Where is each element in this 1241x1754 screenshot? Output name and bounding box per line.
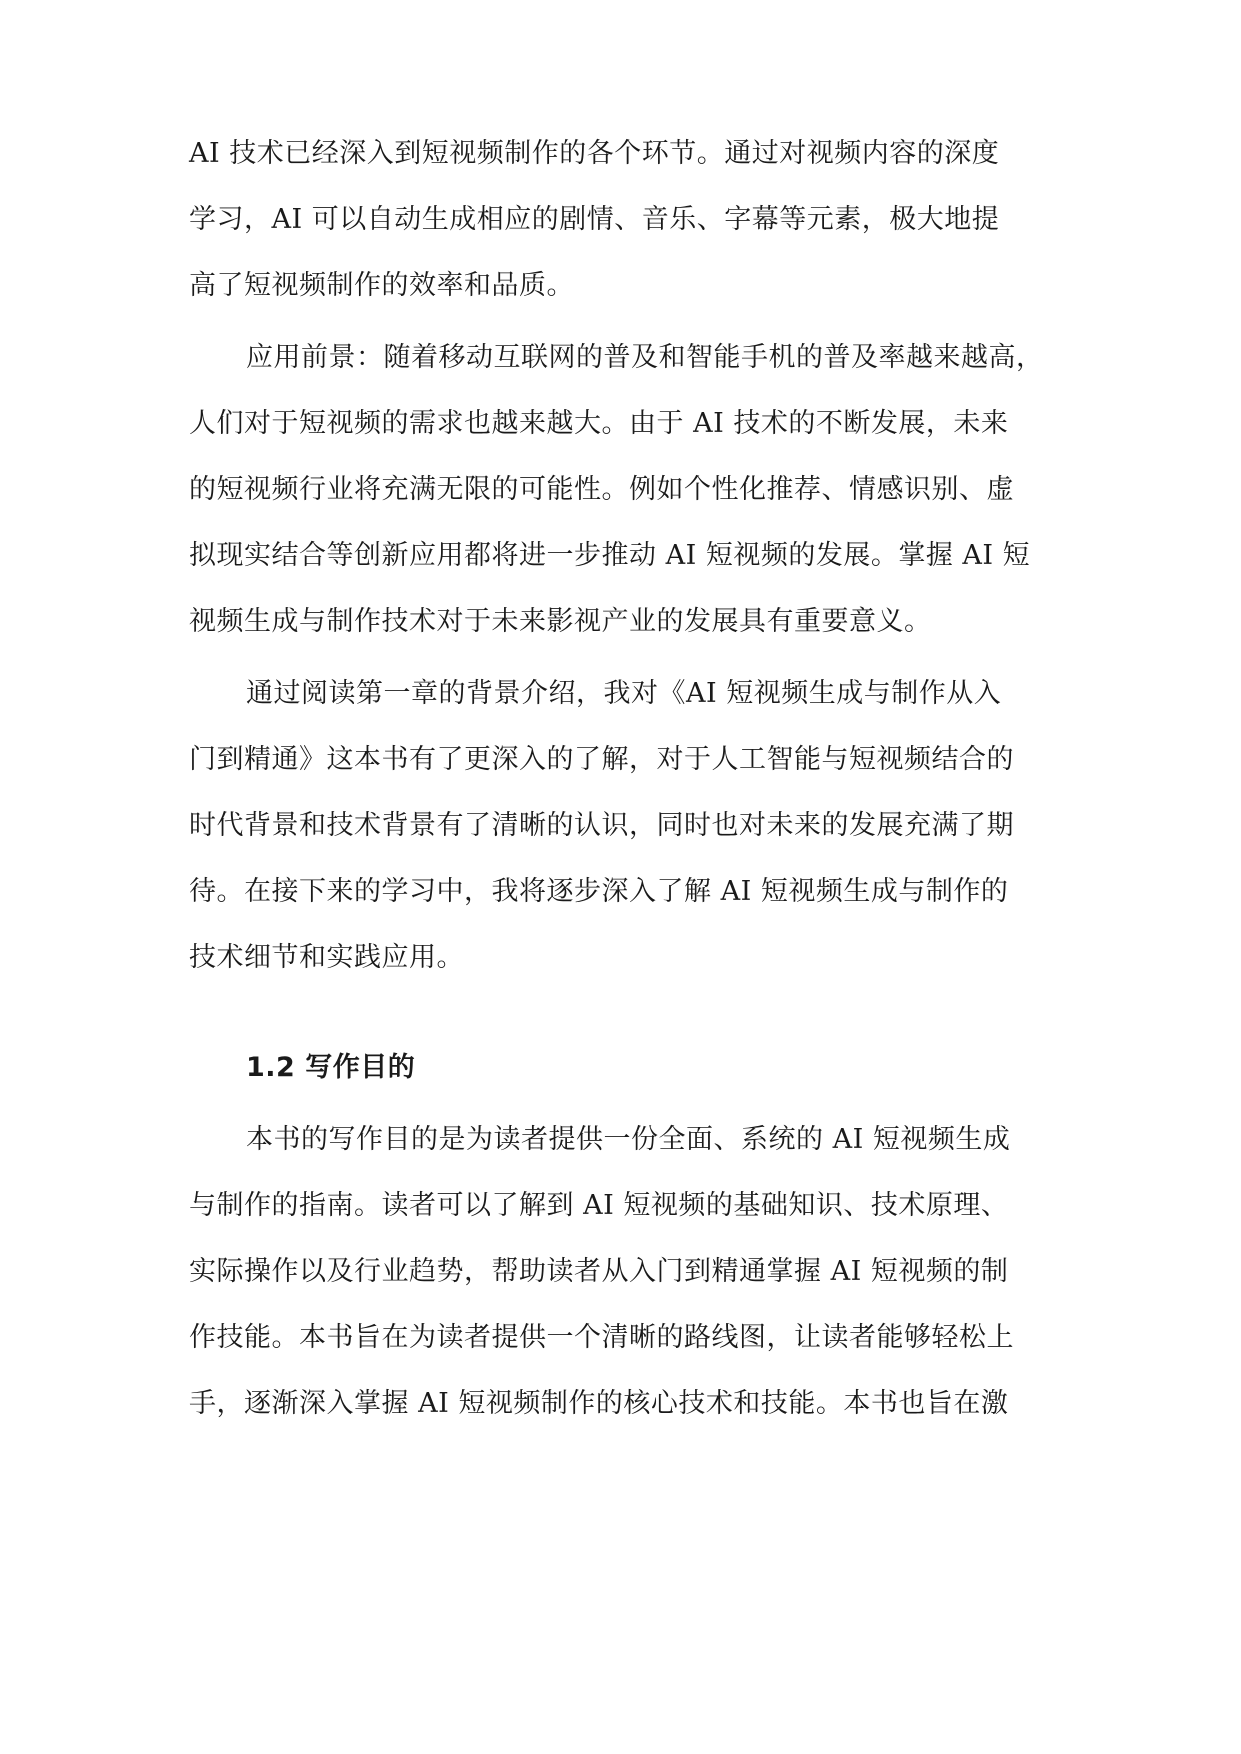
paragraph-line: 拟现实结合等创新应用都将进一步推动 AI 短视频的发展。掌握 AI 短 bbox=[189, 540, 1031, 571]
paragraph-line: 应用前景：随着移动互联网的普及和智能手机的普及率越来越高， bbox=[246, 342, 1044, 373]
paragraph-line: 人们对于短视频的需求也越来越大。由于 AI 技术的不断发展，未来 bbox=[189, 408, 1009, 439]
paragraph-line: 门到精通》这本书有了更深入的了解，对于人工智能与短视频结合的 bbox=[189, 744, 1014, 775]
paragraph-line: 实际操作以及行业趋势，帮助读者从入门到精通掌握 AI 短视频的制 bbox=[189, 1256, 1009, 1287]
paragraph-line: 手，逐渐深入掌握 AI 短视频制作的核心技术和技能。本书也旨在激 bbox=[189, 1388, 1009, 1419]
paragraph-line: 技术细节和实践应用。 bbox=[189, 942, 464, 973]
paragraph-line: 通过阅读第一章的背景介绍，我对《AI 短视频生成与制作从入 bbox=[246, 678, 1002, 709]
paragraph-line: 时代背景和技术背景有了清晰的认识，同时也对未来的发展充满了期 bbox=[189, 810, 1014, 841]
paragraph-line: 学习，AI 可以自动生成相应的剧情、音乐、字幕等元素，极大地提 bbox=[189, 204, 1000, 235]
paragraph-line: 本书的写作目的是为读者提供一份全面、系统的 AI 短视频生成 bbox=[246, 1124, 1011, 1155]
section-heading: 1.2 写作目的 bbox=[246, 1052, 416, 1083]
paragraph-line: 待。在接下来的学习中，我将逐步深入了解 AI 短视频生成与制作的 bbox=[189, 876, 1009, 907]
paragraph-line: 与制作的指南。读者可以了解到 AI 短视频的基础知识、技术原理、 bbox=[189, 1190, 1009, 1221]
paragraph-line: 高了短视频制作的效率和品质。 bbox=[189, 270, 574, 301]
paragraph-line: 的短视频行业将充满无限的可能性。例如个性化推荐、情感识别、虚 bbox=[189, 474, 1014, 505]
paragraph-line: 视频生成与制作技术对于未来影视产业的发展具有重要意义。 bbox=[189, 606, 932, 637]
paragraph-line: 作技能。本书旨在为读者提供一个清晰的路线图，让读者能够轻松上 bbox=[189, 1322, 1014, 1353]
paragraph-line: AI 技术已经深入到短视频制作的各个环节。通过对视频内容的深度 bbox=[189, 138, 1000, 169]
